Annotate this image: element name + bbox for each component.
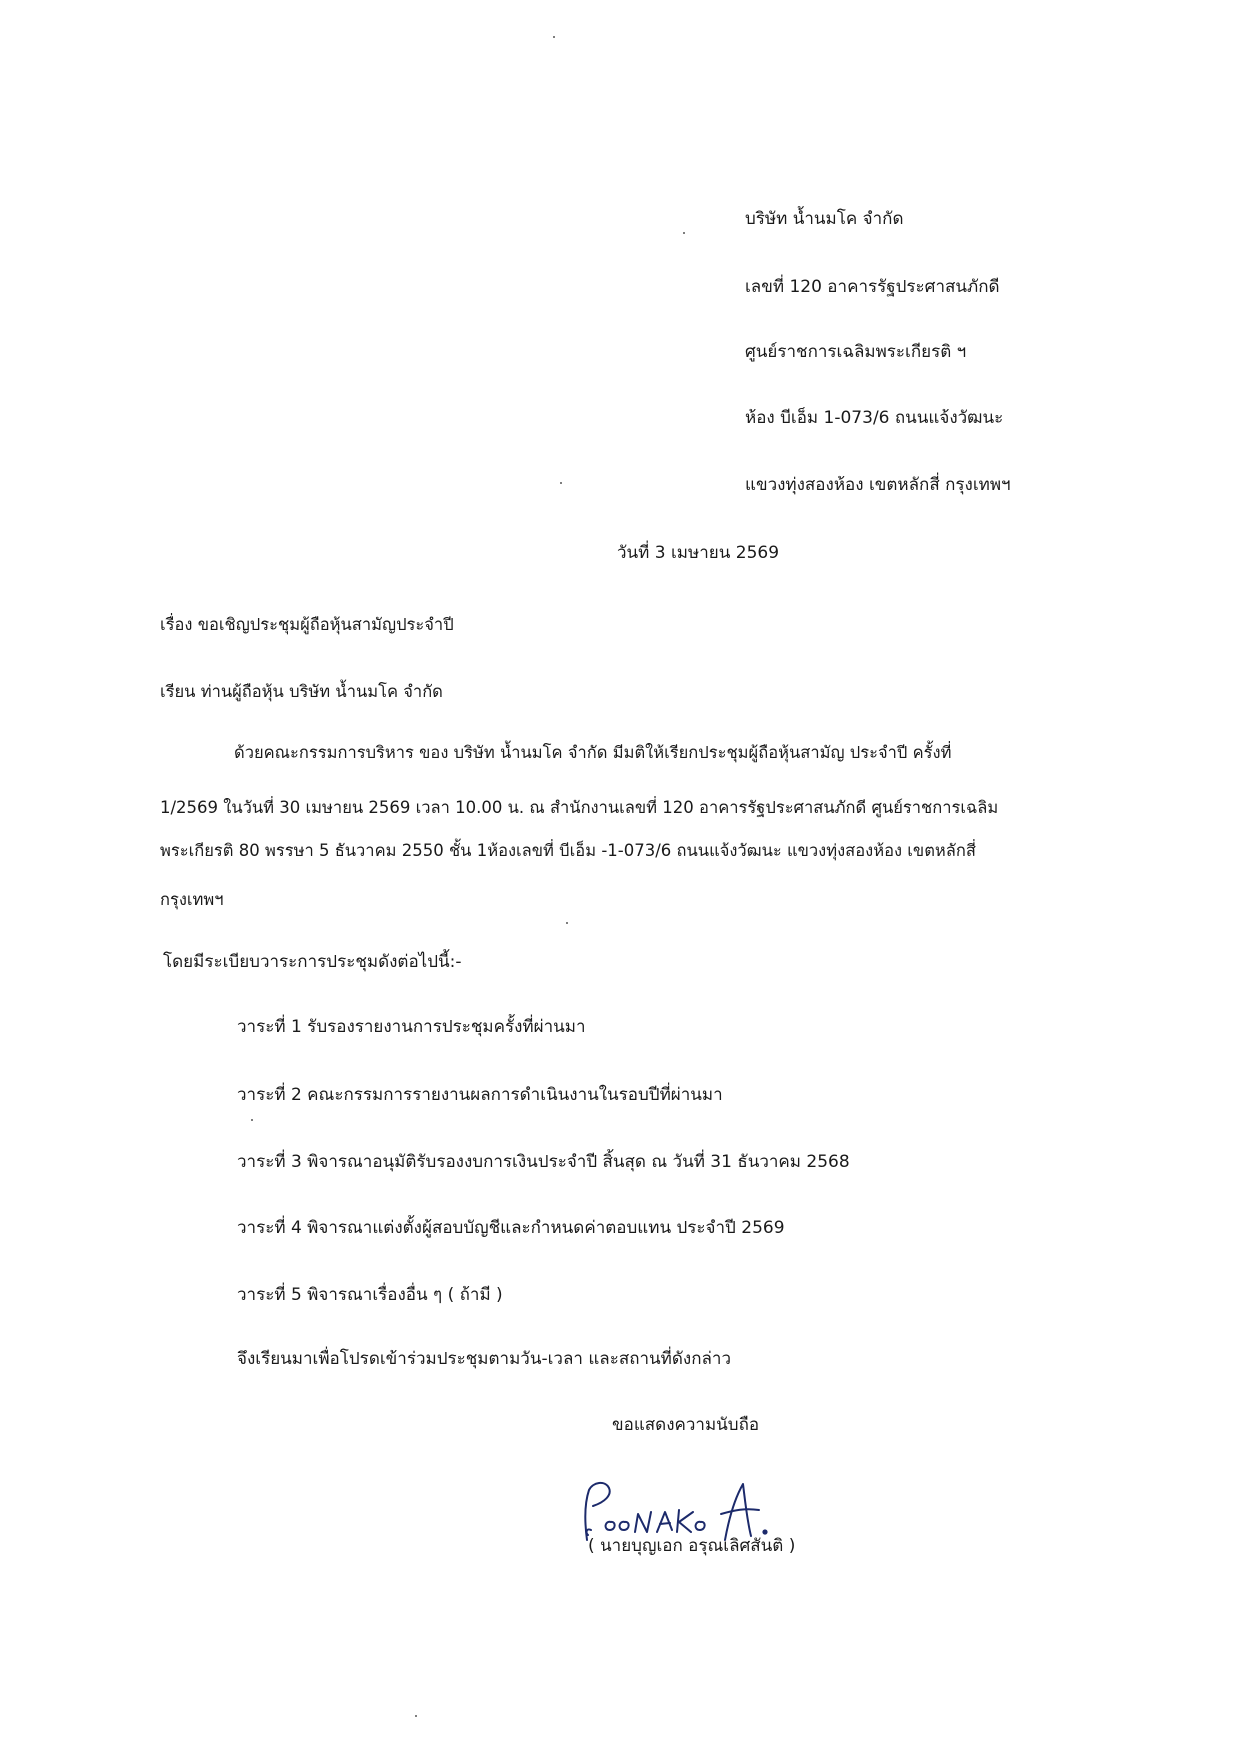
agenda-item: วาระที่ 1 รับรองรายงานการประชุมครั้งที่ผ่านมา [237, 1017, 586, 1037]
closing-request: จึงเรียนมาเพื่อโปรดเข้าร่วมประชุมตามวัน-เวลา และสถานที่ดังกล่าว [237, 1349, 732, 1369]
sender-address-line: ห้อง บีเอ็ม 1-073/6 ถนนแจ้งวัฒนะ [745, 408, 1004, 428]
agenda-item: วาระที่ 4 พิจารณาแต่งตั้งผู้สอบบัญชีและกำหนดค่าตอบแทน ประจำปี 2569 [237, 1218, 785, 1238]
agenda-item: วาระที่ 2 คณะกรรมการรายงานผลการดำเนินงานในรอบปีที่ผ่านมา [237, 1085, 723, 1105]
sender-address-line: แขวงทุ่งสองห้อง เขตหลักสี่ กรุงเทพฯ [745, 475, 1011, 495]
sender-address-line: ศูนย์ราชการเฉลิมพระเกียรติ ฯ [745, 342, 967, 362]
body-line: ด้วยคณะกรรมการบริหาร ของ บริษัท น้ำนมโค จำกัด มีมติให้เรียกประชุมผู้ถือหุ้นสามัญ ประจำปี ครั้งที่ [234, 743, 952, 762]
letter-recipient: เรียน ท่านผู้ถือหุ้น บริษัท น้ำนมโค จำกัด [160, 682, 443, 701]
body-line: พระเกียรติ 80 พรรษา 5 ธันวาคม 2550 ชั้น 1ห้องเลขที่ บีเอ็ม -1-073/6 ถนนแจ้งวัฒนะ แขวงทุ่งสองห้อง เขตหลักสี่ [160, 841, 976, 860]
scan-speck [566, 922, 568, 924]
scan-speck [683, 232, 685, 234]
agenda-intro: โดยมีระเบียบวาระการประชุมดังต่อไปนี้:- [163, 952, 462, 972]
scan-speck [553, 36, 555, 38]
closing-phrase: ขอแสดงความนับถือ [612, 1415, 760, 1435]
signatory-name: ( นายบุญเอก อรุณเลิศสันติ ) [588, 1536, 796, 1556]
scan-speck [560, 482, 562, 484]
letter-subject: เรื่อง ขอเชิญประชุมผู้ถือหุ้นสามัญประจำปี [160, 615, 454, 634]
sender-company: บริษัท น้ำนมโค จำกัด [745, 209, 904, 229]
agenda-item: วาระที่ 5 พิจารณาเรื่องอื่น ๆ ( ถ้ามี ) [237, 1285, 503, 1305]
body-line: 1/2569 ในวันที่ 30 เมษายน 2569 เวลา 10.00 น. ณ สำนักงานเลขที่ 120 อาคารรัฐประศาสนภักดี ศูนย์ราชการเฉลิม [160, 798, 999, 817]
letter-date: วันที่ 3 เมษายน 2569 [617, 543, 780, 563]
agenda-item: วาระที่ 3 พิจารณาอนุมัติรับรองงบการเงินประจำปี สิ้นสุด ณ วันที่ 31 ธันวาคม 2568 [237, 1152, 850, 1172]
scan-speck [251, 1119, 253, 1121]
sender-address-line: เลขที่ 120 อาคารรัฐประศาสนภักดี [745, 277, 1000, 297]
scan-speck [415, 1715, 417, 1717]
body-line: กรุงเทพฯ [160, 890, 224, 909]
